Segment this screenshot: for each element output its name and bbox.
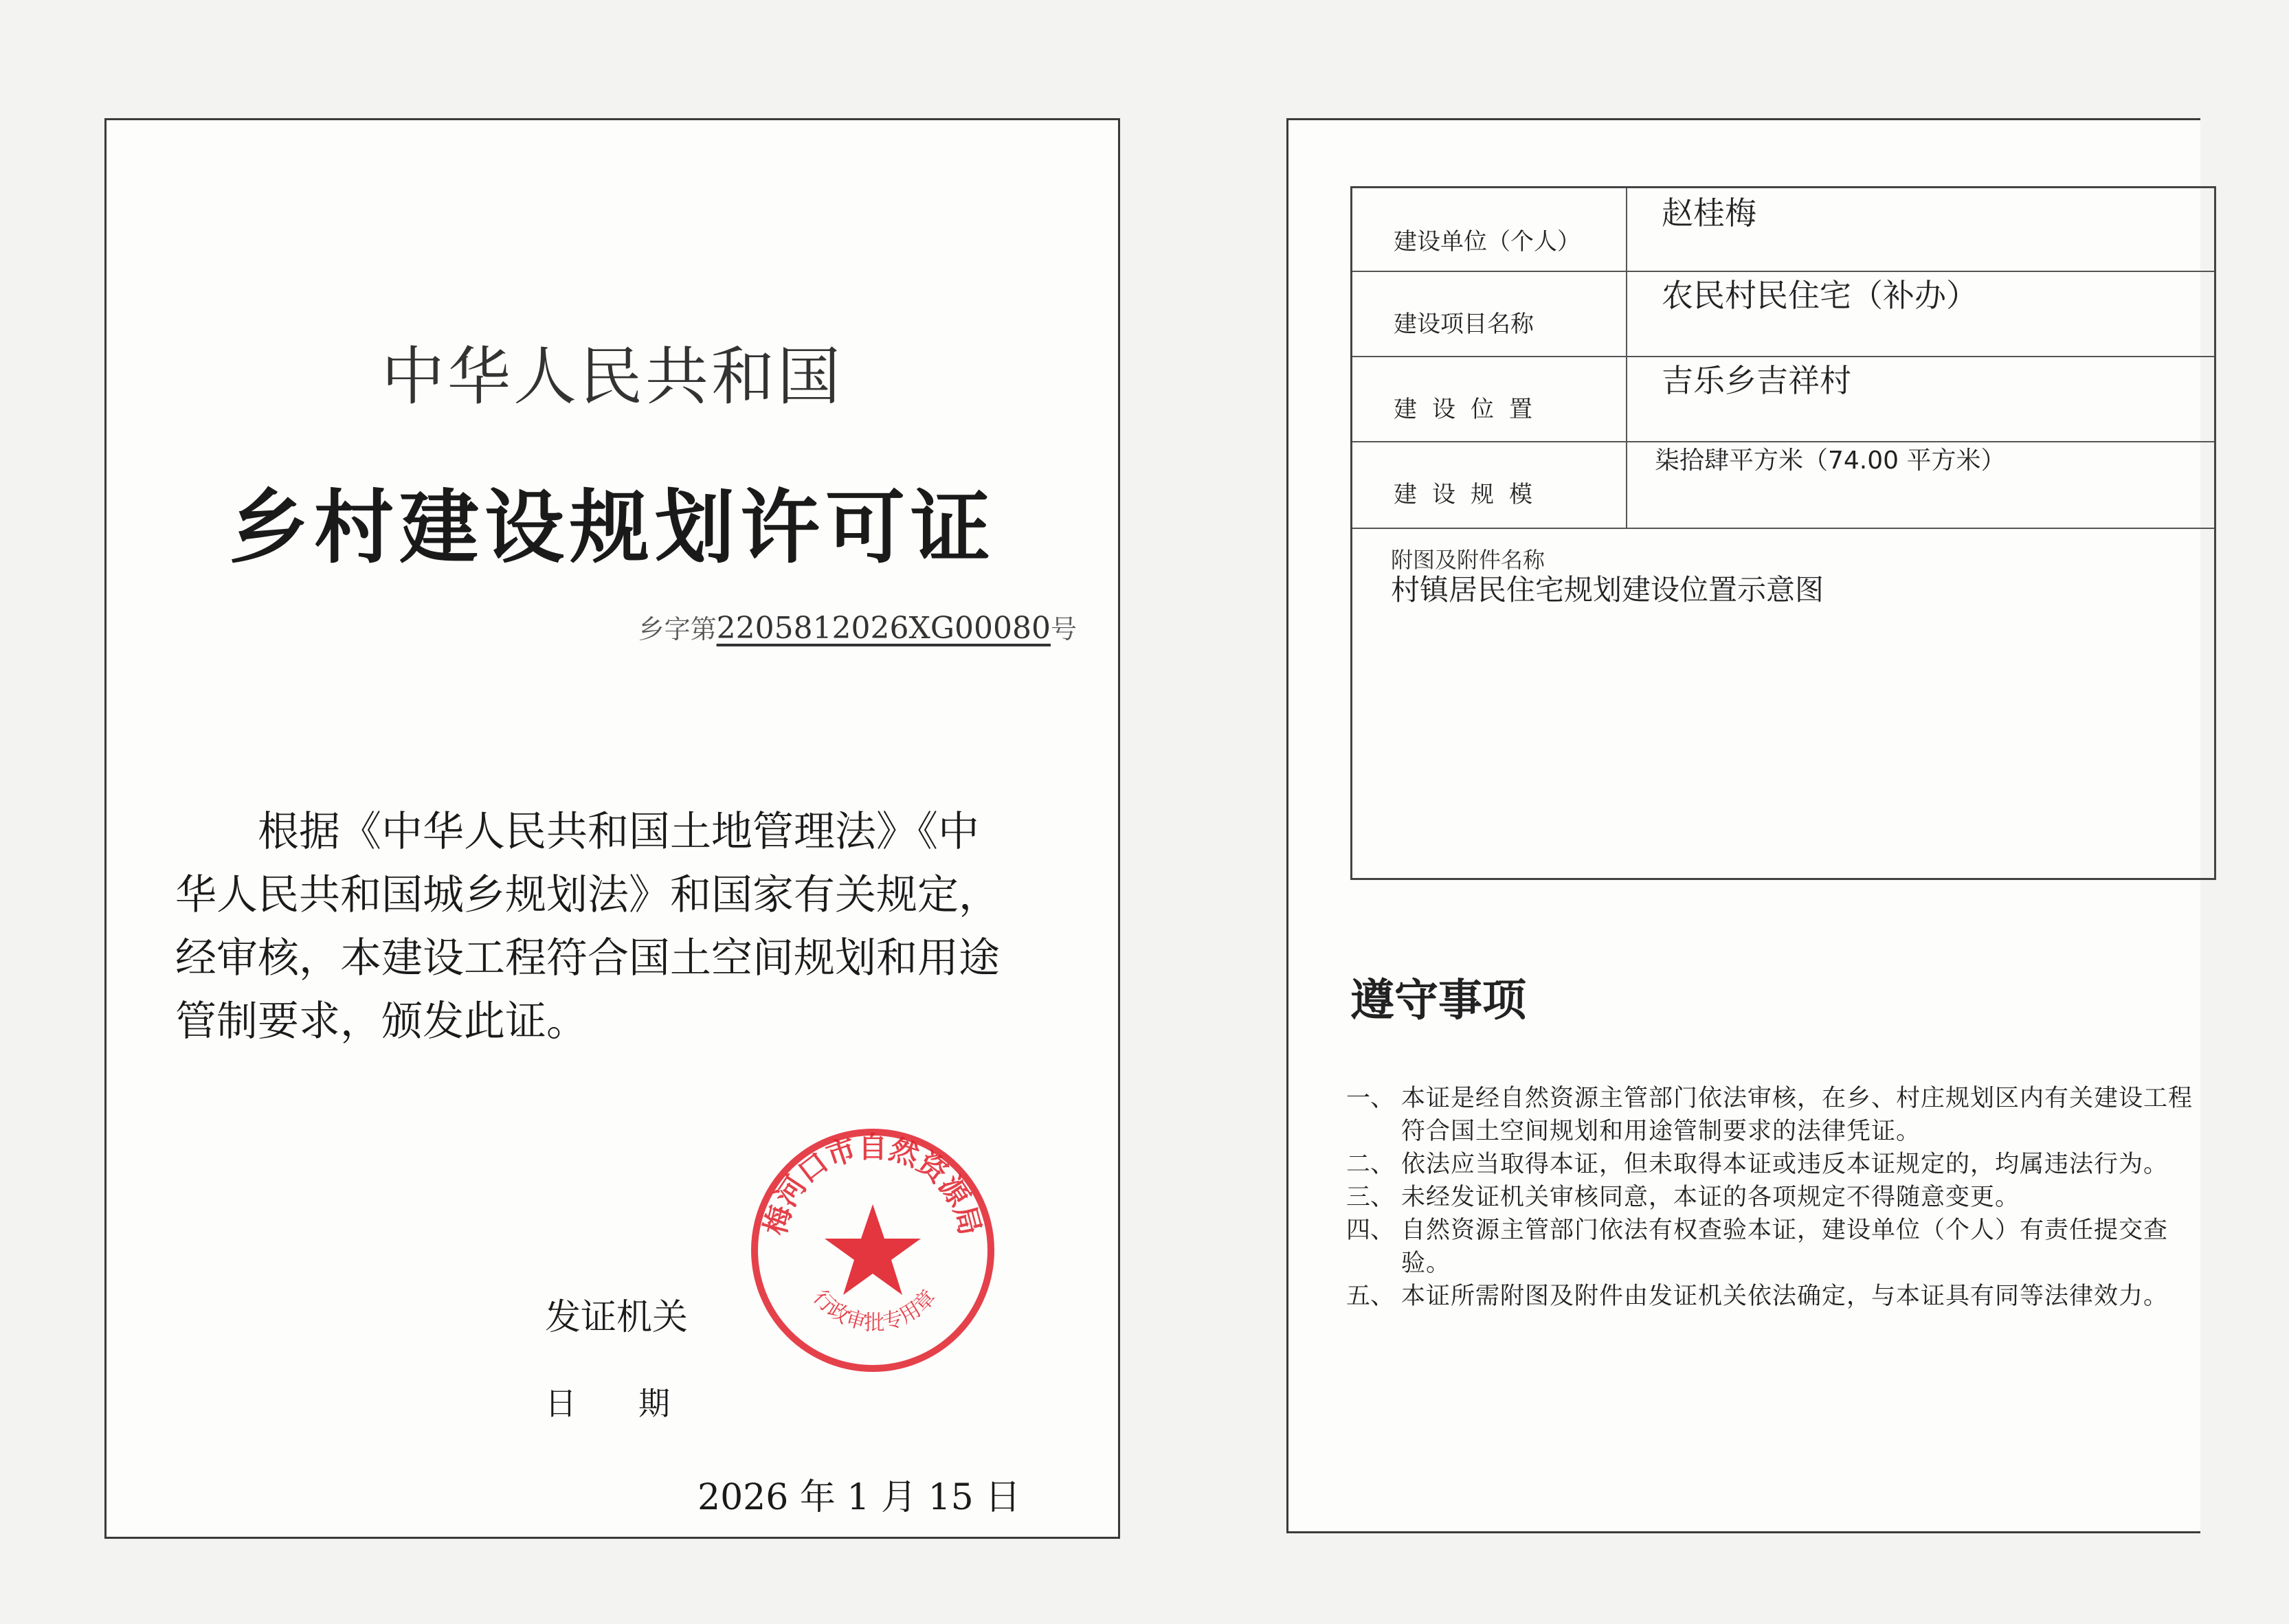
row-value: 农民村民住宅（补办） bbox=[1662, 277, 1978, 314]
rule-number: 三、 bbox=[1346, 1184, 1395, 1211]
list-item bbox=[1346, 1214, 2198, 1280]
table-row bbox=[1352, 356, 2214, 442]
certificate-front-page bbox=[104, 118, 1120, 1539]
row-label: 建设单位（个人） bbox=[1394, 228, 1581, 256]
row-label: 建设位置 bbox=[1394, 396, 1548, 423]
table-row bbox=[1352, 188, 2214, 272]
row-value: 吉乐乡吉祥村 bbox=[1662, 362, 1851, 399]
attachment-label: 附图及附件名称 bbox=[1391, 547, 1545, 573]
rule-text: 自然资源主管部门依法有权查验本证，建设单位（个人）有责任提交查验。 bbox=[1401, 1217, 2169, 1277]
rule-text: 本证是经自然资源主管部门依法审核，在乡、村庄规划区内有关建设工程符合国土空间规划和用途管制要求的法律凭证。 bbox=[1401, 1085, 2193, 1145]
date-label: 日期 bbox=[545, 1385, 732, 1422]
certificate-number-prefix: 乡字第 bbox=[638, 614, 717, 644]
rule-number: 二、 bbox=[1346, 1151, 1395, 1178]
body-line: 经审核，本建设工程符合国土空间规划和用途 bbox=[175, 934, 1000, 982]
rule-text: 本证所需附图及附件由发证机关依法确定，与本证具有同等法律效力。 bbox=[1401, 1283, 2169, 1310]
certificate-title: 乡村建设规划许可证 bbox=[229, 482, 996, 574]
table-row bbox=[1352, 271, 2214, 357]
issuer-label: 发证机关 bbox=[545, 1297, 689, 1338]
project-info-table bbox=[1350, 186, 2216, 880]
certificate-inner-page bbox=[1286, 118, 2200, 1533]
list-item bbox=[1346, 1280, 2198, 1313]
table-row bbox=[1352, 441, 2214, 529]
seal-lower-text: 行政审批专用章 bbox=[808, 1285, 941, 1335]
official-seal bbox=[746, 1123, 1000, 1377]
issue-date: 2026 年 1 月 15 日 bbox=[697, 1477, 1021, 1518]
list-item bbox=[1346, 1082, 2198, 1148]
rule-number: 一、 bbox=[1346, 1085, 1395, 1112]
body-line: 管制要求，颁发此证。 bbox=[175, 997, 588, 1046]
row-value: 赵桂梅 bbox=[1662, 194, 1756, 232]
list-item bbox=[1346, 1148, 2198, 1181]
certificate-number-value: 2205812026XG00080 bbox=[716, 611, 1051, 646]
certificate-body-text bbox=[175, 800, 1077, 1053]
rules-list bbox=[1346, 1082, 2198, 1313]
seal-upper-text: 梅河口市自然资源局 bbox=[758, 1130, 987, 1239]
country-name: 中华人民共和国 bbox=[381, 340, 843, 414]
rule-number: 五、 bbox=[1346, 1283, 1395, 1310]
row-value: 柒拾肆平方米（74.00 平方米） bbox=[1655, 447, 2006, 475]
certificate-number-suffix: 号 bbox=[1050, 614, 1077, 644]
certificate-number bbox=[638, 608, 1077, 646]
rule-text: 未经发证机关审核同意，本证的各项规定不得随意变更。 bbox=[1401, 1184, 2020, 1211]
rule-number: 四、 bbox=[1346, 1217, 1395, 1244]
attachment-value: 村镇居民住宅规划建设位置示意图 bbox=[1391, 573, 1824, 607]
rule-text: 依法应当取得本证，但未取得本证或违反本证规定的，均属违法行为。 bbox=[1401, 1151, 2169, 1178]
body-line: 根据《中华人民共和国土地管理法》《中 bbox=[175, 808, 979, 856]
rules-title: 遵守事项 bbox=[1350, 975, 1526, 1026]
star-icon bbox=[825, 1204, 921, 1295]
body-line: 华人民共和国城乡规划法》和国家有关规定， bbox=[175, 871, 1000, 919]
row-label: 建设项目名称 bbox=[1394, 311, 1534, 338]
list-item bbox=[1346, 1181, 2198, 1214]
row-label: 建设规模 bbox=[1394, 481, 1548, 508]
